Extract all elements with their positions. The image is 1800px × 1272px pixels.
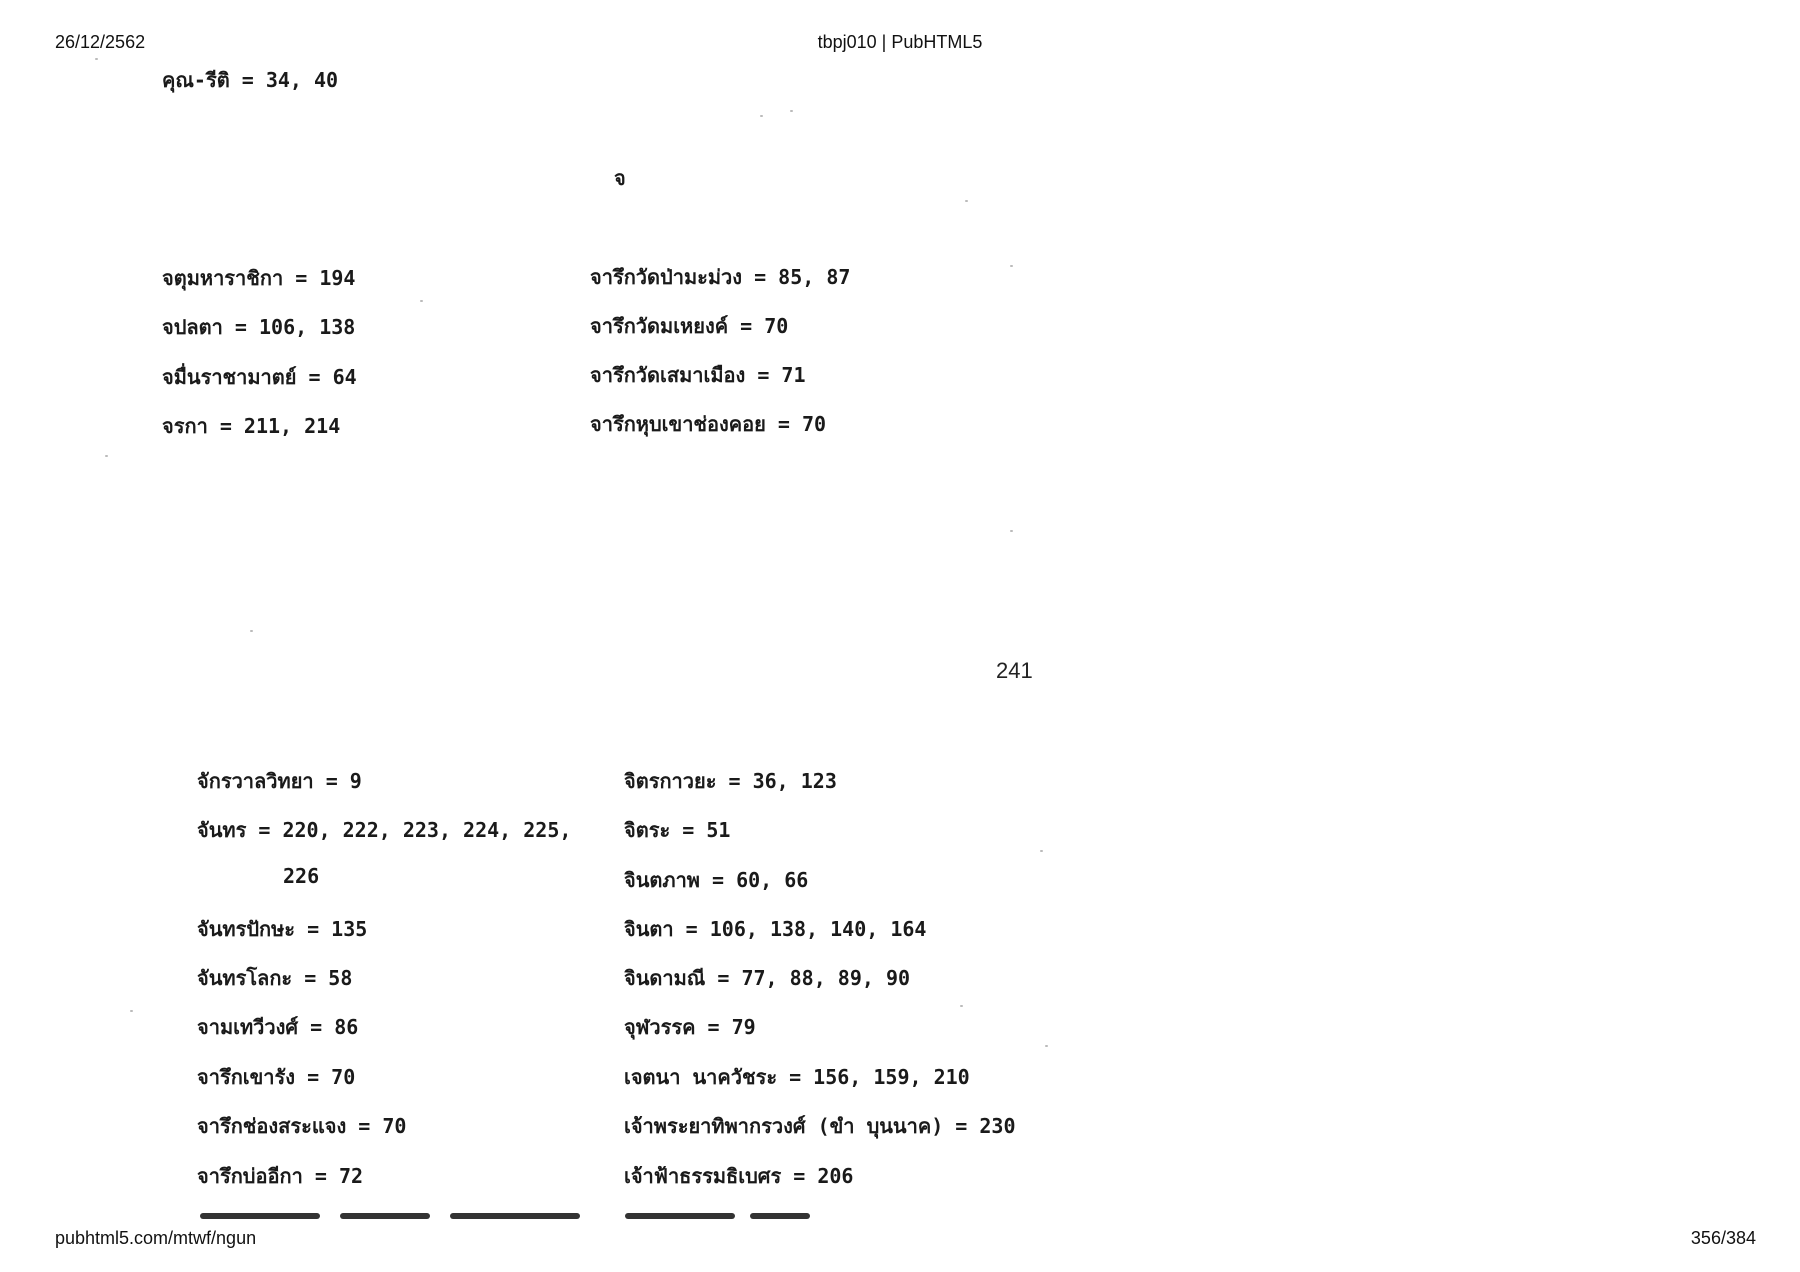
index-entry: จารึกวัดเสมาเมือง = 71 [590,363,806,387]
scan-speck [130,1010,133,1012]
index-entry: จารึกวัดมเหยงค์ = 70 [590,314,789,338]
section-letter: จ [614,166,626,190]
index-entry: จินตภาพ = 60, 66 [624,868,809,892]
footer-page-counter: 356/384 [1690,1228,1756,1248]
scan-speck [95,58,98,60]
header-title: tbpj010 | PubHTML5 [817,32,983,52]
index-entry: จินดามณี = 77, 88, 89, 90 [624,966,911,990]
index-entry: จันทรปักษะ = 135 [197,917,368,941]
index-entry: จมื่นราชามาตย์ = 64 [162,365,357,389]
index-entry: จตุมหาราชิกา = 194 [162,266,356,290]
index-entry: จารึกบ่ออีกา = 72 [197,1164,364,1188]
index-entry: จารึกหุบเขาช่องคอย = 70 [590,412,827,436]
scan-speck [960,1005,963,1007]
index-entry: จารึกวัดป่ามะม่วง = 85, 87 [590,265,851,289]
index-entry: จิตระ = 51 [624,818,731,842]
header-date: 26/12/2562 [55,32,146,52]
scan-speck [1040,850,1043,852]
cut-off-text-line [180,1205,1060,1223]
footer-url: pubhtml5.com/mtwf/ngun [55,1228,257,1248]
index-entry: เจ้าฟ้าธรรมธิเบศร = 206 [624,1164,854,1188]
index-entry: จารึกช่องสระแจง = 70 [197,1114,407,1138]
index-entry: จุฬวรรค = 79 [624,1015,756,1039]
scan-speck [420,300,423,302]
index-entry: จปลตา = 106, 138 [162,315,356,339]
page-number: 241 [996,658,1033,683]
scan-speck [1010,265,1013,267]
index-entry: จิตรกาวยะ = 36, 123 [624,769,837,793]
index-entry: เจ้าพระยาทิพากรวงศ์ (ขำ บุนนาค) = 230 [624,1114,1016,1138]
scan-speck [965,200,968,202]
scan-speck [105,455,108,457]
index-entry: จักรวาลวิทยา = 9 [197,769,362,793]
scan-speck [1045,1045,1048,1047]
index-entry: จารึกเขารัง = 70 [197,1065,356,1089]
index-entry: จันทร = 220, 222, 223, 224, 225, [197,818,572,842]
index-entry: เจตนา นาควัชระ = 156, 159, 210 [624,1065,970,1089]
index-entry: จรกา = 211, 214 [162,414,341,438]
scan-speck [250,630,253,632]
index-entry: จามเทวีวงศ์ = 86 [197,1015,359,1039]
carry-over-entry: คุณ-รีติ = 34, 40 [162,68,339,92]
index-entry: จันทรโลกะ = 58 [197,966,353,990]
scan-speck [1010,530,1013,532]
index-entry: จินตา = 106, 138, 140, 164 [624,917,927,941]
index-entry-continuation: 226 [283,864,320,888]
scan-speck [790,110,793,112]
scan-speck [760,115,763,117]
